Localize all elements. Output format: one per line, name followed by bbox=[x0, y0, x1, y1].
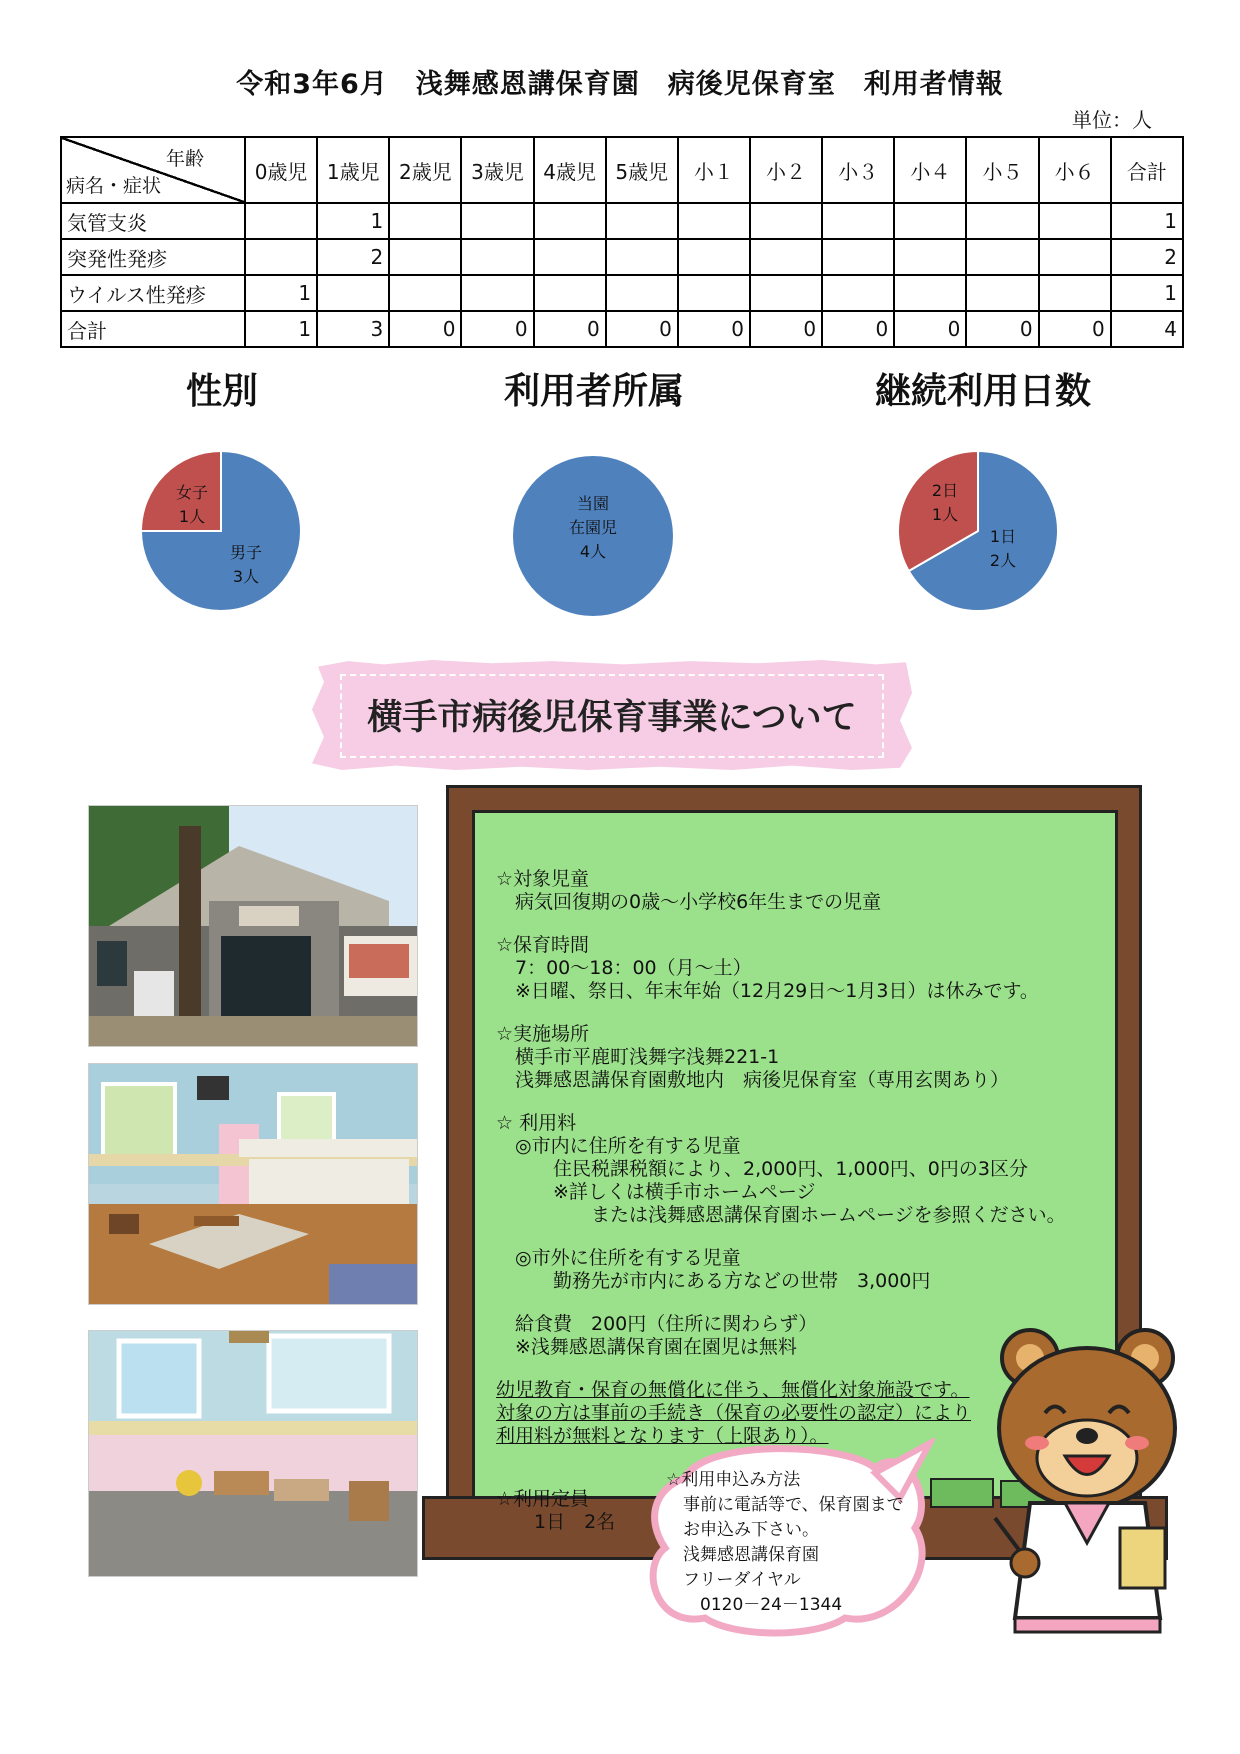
pie-label: 2日 bbox=[931, 481, 959, 500]
playroom-photo bbox=[88, 1063, 418, 1305]
column-header: 5歳児 bbox=[606, 137, 678, 203]
board-line: ☆実施場所 bbox=[496, 1023, 590, 1045]
document-title: 令和3年6月 浅舞感恩講保育園 病後児保育室 利用者情報 bbox=[236, 69, 1004, 100]
banner-title: 横手市病後児保育事業について bbox=[367, 698, 857, 738]
table-cell bbox=[894, 239, 966, 275]
table-cell bbox=[822, 275, 894, 311]
line-gap bbox=[496, 1227, 1096, 1247]
table-header-row bbox=[61, 137, 1183, 203]
column-header: 小５ bbox=[966, 137, 1038, 203]
line-gap bbox=[496, 914, 1096, 934]
column-header: 0歳児 bbox=[245, 137, 317, 203]
table-cell bbox=[389, 239, 461, 275]
table-row bbox=[61, 275, 1183, 311]
table-cell bbox=[245, 239, 317, 275]
table-cell bbox=[966, 239, 1038, 275]
bubble-line: フリーダイヤル bbox=[666, 1570, 801, 1590]
table-cell: 4 bbox=[1111, 311, 1183, 347]
usage-table bbox=[60, 136, 1184, 348]
board-line: ☆利用定員 bbox=[496, 1488, 590, 1510]
board-line: 浅舞感恩講保育園敷地内 病後児保育室（専用玄関あり） bbox=[496, 1069, 1010, 1091]
table-cell: 3 bbox=[317, 311, 389, 347]
table-cell bbox=[606, 203, 678, 239]
board-line: ※詳しくは横手市ホームページ bbox=[496, 1181, 816, 1203]
board-line: 勤務先が市内にある方などの世帯 3,000円 bbox=[496, 1270, 931, 1292]
pie-label: 1人 bbox=[931, 505, 959, 524]
board-line: ※浅舞感恩講保育園在園児は無料 bbox=[496, 1336, 797, 1358]
table-cell: 2 bbox=[1111, 239, 1183, 275]
table-cell bbox=[966, 275, 1038, 311]
column-header: 2歳児 bbox=[389, 137, 461, 203]
bubble-line: 事前に電話等で、保育園まで bbox=[666, 1495, 904, 1515]
board-line: 対象の方は事前の手続き（保育の必要性の認定）により bbox=[496, 1402, 972, 1424]
pie-label: 男子 bbox=[229, 543, 263, 562]
bear-teacher-mascot-icon bbox=[985, 1318, 1195, 1638]
board-line: 1日 2名 bbox=[496, 1511, 616, 1533]
table-cell bbox=[606, 239, 678, 275]
column-header: 小３ bbox=[822, 137, 894, 203]
table-cell bbox=[822, 203, 894, 239]
pie-label: 1人 bbox=[178, 507, 206, 526]
table-row bbox=[61, 311, 1183, 347]
table-cell bbox=[894, 203, 966, 239]
table-cell bbox=[1039, 203, 1111, 239]
board-line: ☆対象児童 bbox=[496, 868, 590, 890]
pie-label: 3人 bbox=[232, 567, 260, 586]
table-cell bbox=[678, 275, 750, 311]
line-gap bbox=[496, 1092, 1096, 1112]
table-cell bbox=[461, 275, 533, 311]
unit-label: 単位：人 bbox=[1072, 108, 1152, 132]
corner-label-illness: 病名・症状 bbox=[66, 175, 162, 197]
table-cell bbox=[966, 203, 1038, 239]
column-header: 小６ bbox=[1039, 137, 1111, 203]
row-label: 気管支炎 bbox=[61, 203, 245, 239]
days-pie-chart bbox=[893, 446, 1063, 616]
table-cell: 0 bbox=[750, 311, 822, 347]
pie-label: 女子 bbox=[175, 483, 209, 502]
board-line: 幼児教育・保育の無償化に伴う、無償化対象施設です。 bbox=[496, 1379, 970, 1401]
board-line: 病気回復期の0歳～小学校6年生までの児童 bbox=[496, 891, 882, 913]
table-cell: 0 bbox=[894, 311, 966, 347]
affiliation-pie-chart bbox=[508, 451, 678, 621]
table-cell bbox=[750, 239, 822, 275]
table-cell bbox=[606, 275, 678, 311]
column-header: 1歳児 bbox=[317, 137, 389, 203]
line-gap bbox=[496, 1293, 1096, 1313]
board-line: ◎市外に住所を有する児童 bbox=[496, 1247, 741, 1269]
table-cell: 0 bbox=[1039, 311, 1111, 347]
board-line: 利用料が無料となります（上限あり）。 bbox=[496, 1425, 829, 1447]
bubble-line: 浅舞感恩講保育園 bbox=[666, 1545, 819, 1565]
column-header: 小４ bbox=[894, 137, 966, 203]
pie-label: 1日 bbox=[989, 527, 1017, 546]
affiliation-chart-title: 利用者所属 bbox=[503, 371, 684, 412]
table-cell bbox=[534, 239, 606, 275]
corner-label-age: 年齢 bbox=[165, 148, 204, 170]
column-header: 小２ bbox=[750, 137, 822, 203]
table-cell bbox=[750, 275, 822, 311]
bubble-line: 0120－24－1344 bbox=[666, 1595, 843, 1615]
table-cell bbox=[389, 203, 461, 239]
board-line: 住民税課税額により、2,000円、1,000円、0円の3区分 bbox=[496, 1158, 1028, 1180]
table-cell bbox=[1039, 239, 1111, 275]
board-line: 7：00～18：00（月～土） bbox=[496, 957, 752, 979]
table-cell: 1 bbox=[1111, 275, 1183, 311]
column-header: 3歳児 bbox=[461, 137, 533, 203]
pie-label: 2人 bbox=[989, 551, 1017, 570]
table-cell bbox=[461, 203, 533, 239]
table-cell bbox=[461, 239, 533, 275]
column-header: 4歳児 bbox=[534, 137, 606, 203]
table-cell bbox=[678, 239, 750, 275]
gender-pie-chart bbox=[136, 446, 306, 616]
table-cell: 0 bbox=[966, 311, 1038, 347]
table-cell bbox=[245, 203, 317, 239]
table-cell: 1 bbox=[317, 203, 389, 239]
table-cell bbox=[822, 239, 894, 275]
table-cell bbox=[894, 275, 966, 311]
days-chart-title: 継続利用日数 bbox=[874, 371, 1091, 412]
facility-exterior-photo bbox=[88, 805, 418, 1047]
table-cell: 1 bbox=[245, 275, 317, 311]
board-line: ◎市内に住所を有する児童 bbox=[496, 1135, 741, 1157]
play-corner-photo bbox=[88, 1330, 418, 1577]
table-cell: 0 bbox=[389, 311, 461, 347]
gender-chart-title: 性別 bbox=[185, 371, 258, 412]
table-cell: 0 bbox=[534, 311, 606, 347]
table-cell bbox=[534, 275, 606, 311]
board-line: ☆ 利用料 bbox=[496, 1112, 577, 1134]
application-info bbox=[666, 1468, 904, 1618]
pie-label: 当園 bbox=[576, 494, 610, 513]
table-cell: 0 bbox=[461, 311, 533, 347]
table-cell: 0 bbox=[606, 311, 678, 347]
table-cell: 2 bbox=[317, 239, 389, 275]
table-cell bbox=[678, 203, 750, 239]
bubble-line: ☆利用申込み方法 bbox=[666, 1470, 801, 1490]
column-header: 合計 bbox=[1111, 137, 1183, 203]
row-label: 突発性発疹 bbox=[61, 239, 245, 275]
board-line: 給食費 200円（住所に関わらず） bbox=[496, 1313, 818, 1335]
row-label: ウイルス性発疹 bbox=[61, 275, 245, 311]
table-row bbox=[61, 203, 1183, 239]
pie-label: 在園児 bbox=[568, 518, 618, 537]
line-gap bbox=[496, 1003, 1096, 1023]
table-cell bbox=[1039, 275, 1111, 311]
board-line: ☆保育時間 bbox=[496, 934, 590, 956]
bubble-line: お申込み下さい。 bbox=[666, 1520, 819, 1540]
table-corner-cell bbox=[61, 137, 245, 203]
table-row bbox=[61, 239, 1183, 275]
table-cell bbox=[750, 203, 822, 239]
table-cell: 1 bbox=[245, 311, 317, 347]
row-label: 合計 bbox=[61, 311, 245, 347]
table-cell: 0 bbox=[678, 311, 750, 347]
table-cell bbox=[317, 275, 389, 311]
board-line: ※日曜、祭日、年末年始（12月29日～1月3日）は休みです。 bbox=[496, 980, 1039, 1002]
board-line: 横手市平鹿町浅舞字浅舞221-1 bbox=[496, 1046, 780, 1068]
pie-label: 4人 bbox=[579, 542, 607, 561]
column-header: 小１ bbox=[678, 137, 750, 203]
table-cell: 0 bbox=[822, 311, 894, 347]
program-banner bbox=[312, 660, 912, 770]
table-cell bbox=[389, 275, 461, 311]
table-cell bbox=[534, 203, 606, 239]
table-cell: 1 bbox=[1111, 203, 1183, 239]
board-line: または浅舞感恩講保育園ホームページを参照ください。 bbox=[496, 1204, 1066, 1226]
